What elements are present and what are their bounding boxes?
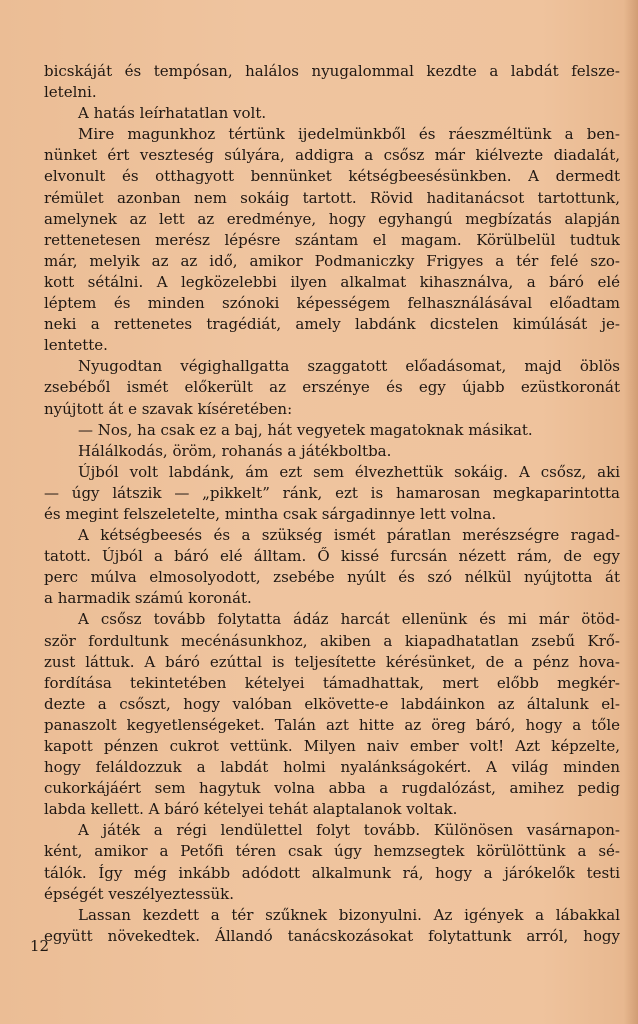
text-line: Újból volt labdánk, ám ezt sem élvezhettük sokáig. A csősz, aki [78, 462, 620, 481]
text-line: tálók. Így még inkább adódott alkalmunk rá, hogy a járókelők testi [44, 863, 620, 882]
text-line: kott sétálni. A legközelebbi ilyen alkalmat kihasználva, a báró elé [44, 272, 620, 291]
text-line: panaszolt kegyetlenségeket. Talán azt hitte az öreg báró, hogy a tőle [44, 715, 620, 734]
text-line: ször fordultunk mecénásunkhoz, akiben a kiapadhatatlan zsebű Krő- [44, 631, 620, 650]
text-line: letelni. [44, 83, 97, 102]
text-line: — úgy látszik — „pikkelt” ránk, ezt is hamarosan megkaparintotta [44, 483, 620, 502]
text-line: dezte a csőszt, hogy valóban elkövette-e labdáinkon az általunk el- [44, 694, 620, 713]
text-line: bicskáját és tempósan, halálos nyugalommal kezdte a labdát felsze- [44, 62, 620, 80]
text-line: perc múlva elmosolyodott, zsebébe nyúlt és szó nélkül nyújtotta át [44, 568, 620, 587]
page-edge-shadow [624, 0, 638, 1024]
text-line: nünket ért veszteség súlyára, addigra a csősz már kiélvezte diadalát, [44, 146, 620, 165]
text-line: amelynek az lett az eredménye, hogy egyhangú megbízatás alapján [44, 209, 620, 228]
text-line: léptem és minden szónoki képességem felhasználásával előadtam [44, 294, 620, 313]
text-line: Mire magunkhoz tértünk ijedelmünkből és ráeszméltünk a ben- [78, 125, 620, 144]
text-line: rémület azonban nem sokáig tartott. Rövid haditanácsot tartottunk, [44, 188, 620, 207]
text-line: ként, amikor a Petőfi téren csak úgy hemzsegtek körülöttünk a sé- [44, 842, 620, 861]
text-line: A játék a régi lendülettel folyt tovább. Különösen vasárnapon- [78, 821, 620, 840]
text-line: cukorkájáért sem hagytuk volna abba a rugdalózást, amihez pedig [44, 779, 620, 798]
text-line: fordítása tekintetében kételyei támadhattak, mert előbb megkér- [44, 673, 620, 692]
body-text [44, 61, 620, 947]
text-line: kapott pénzen cukrot vettünk. Milyen naiv ember volt! Azt képzelte, [44, 737, 620, 755]
text-line: épségét veszélyeztessük. [44, 884, 235, 903]
text-line: nyújtott át e szavak kíséretében: [44, 399, 293, 418]
page-number: 12 [30, 937, 50, 955]
text-line: hogy feláldozzuk a labdát holmi nyalánkságokért. A világ minden [44, 758, 620, 777]
text-line: lentette. [44, 336, 108, 355]
text-line: zust láttuk. A báró ezúttal is teljesítette kérésünket, de a pénz hova- [44, 652, 620, 671]
text-line: neki a rettenetes tragédiát, amely labdánk dicstelen kimúlását je- [44, 315, 620, 334]
text-line: zsebéből ismét előkerült az erszénye és egy újabb ezüstkoronát [44, 378, 620, 397]
text-line: — Nos, ha csak ez a baj, hát vegyetek magatoknak másikat. [78, 420, 533, 439]
text-line: Hálálkodás, öröm, rohanás a játékboltba. [78, 441, 392, 460]
text-line: A hatás leírhatatlan volt. [78, 104, 267, 123]
text-line: A kétségbeesés és a szükség ismét páratlan merészségre ragad- [78, 526, 620, 545]
text-line: elvonult és otthagyott bennünket kétségbeesésünkben. A dermedt [44, 167, 620, 186]
text-line: a harmadik számú koronát. [44, 589, 252, 608]
text-line: Lassan kezdett a tér szűknek bizonyulni. Az igények a lábakkal [78, 905, 620, 924]
text-line: A csősz tovább folytatta ádáz harcát ellenünk és mi már ötöd- [78, 610, 620, 629]
text-line: és megint felszeletelte, mintha csak sárgadinnye lett volna. [44, 504, 497, 523]
text-line: együtt növekedtek. Állandó tanácskozásokat folytattunk arról, hogy [44, 926, 620, 945]
text-line: rettenetesen merész lépésre szántam el magam. Körülbelül tudtuk [44, 230, 620, 249]
text-line: Nyugodtan végighallgatta szaggatott előadásomat, majd öblös [78, 357, 620, 376]
text-line: labda kellett. A báró kételyei tehát alaptalanok voltak. [44, 800, 458, 819]
text-line: már, melyik az az idő, amikor Podmaniczky Frigyes a tér felé szo- [44, 251, 620, 270]
text-line: tatott. Újból a báró elé álltam. Ő kissé furcsán nézett rám, de egy [44, 547, 620, 566]
